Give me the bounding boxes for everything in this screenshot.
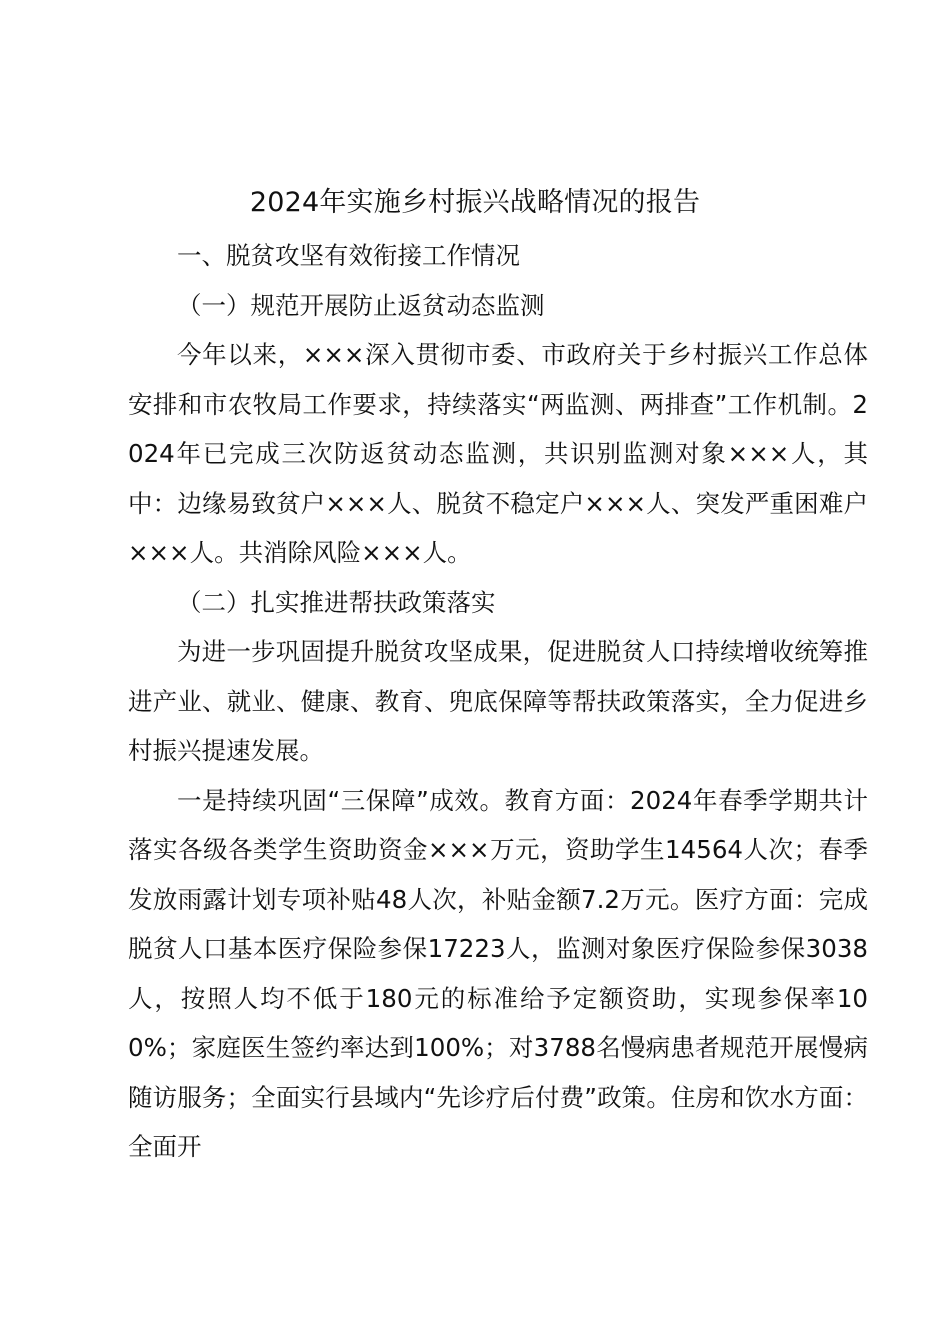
subsection-heading-2: （二）扎实推进帮扶政策落实 — [177, 587, 496, 617]
paragraph-monitoring: 今年以来，×××深入贯彻市委、市政府关于乡村振兴工作总体安排和市农牧局工作要求，持续落实“两监测、两排查”工作机制。2024年已完成三次防返贫动态监测，共识别监测对象×××人，其中：边缘易致贫户×××人、脱贫不稳定户×××人、突发严重困难户×××人。共消除风险×××人。 — [128, 340, 868, 567]
subsection-heading-1: （一）规范开展防止返贫动态监测 — [177, 290, 545, 320]
paragraph-policy: 为进一步巩固提升脱贫攻坚成果，促进脱贫人口持续增收统筹推进产业、就业、健康、教育、兜底保障等帮扶政策落实，全力促进乡村振兴提速发展。 — [128, 637, 868, 765]
document-body — [128, 231, 868, 1172]
paragraph-three-guarantees: 一是持续巩固“三保障”成效。教育方面：2024年春季学期共计落实各级各类学生资助资金×××万元，资助学生14564人次；春季发放雨露计划专项补贴48人次，补贴金额7.2万元。医疗方面：完成脱贫人口基本医疗保险参保17223人，监测对象医疗保险参保3038人，按照人均不低于180元的标准给予定额资助，实现参保率100%；家庭医生签约率达到100%；对3788名慢病患者规范开展慢病随访服务；全面实行县域内“先诊疗后付费”政策。住房和饮水方面：全面开 — [128, 785, 868, 1161]
section-heading-1: 一、脱贫攻坚有效衔接工作情况 — [177, 241, 520, 270]
document-title: 2024年实施乡村振兴战略情况的报告 — [249, 187, 701, 218]
